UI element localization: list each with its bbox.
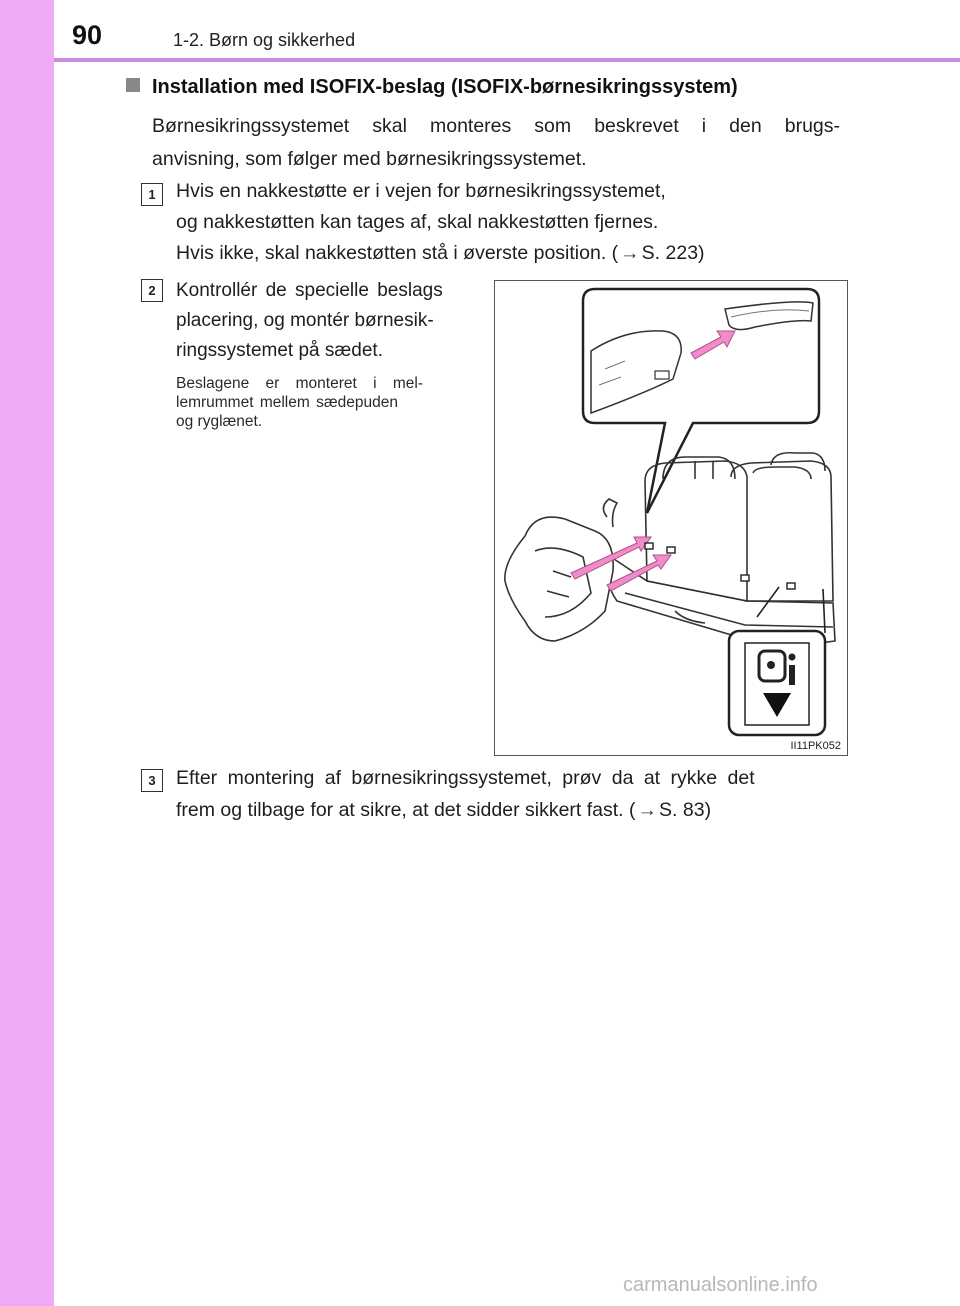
step-2-line: Kontrollér de specielle beslags: [176, 280, 443, 301]
intro-paragraph: [152, 110, 840, 176]
step-2-line: placering, og montér børnesik-: [176, 310, 434, 331]
header-rule: [54, 58, 960, 62]
chapter-side-band: [0, 0, 54, 1306]
intro-line: anvisning, som følger med børnesikringssystemet.: [152, 148, 587, 170]
step-number-3: 3: [141, 769, 163, 792]
step-1-text: [176, 176, 705, 269]
step-3-line: Efter montering af børnesikringssystemet, prøv da at rykke det: [176, 767, 755, 789]
step-2-line: ringssystemet på sædet.: [176, 340, 383, 361]
seat-illustration-svg: [495, 281, 847, 755]
note-line: Beslagene er monteret i mel-: [176, 375, 424, 392]
page-reference: S. 83): [659, 799, 712, 821]
step-number-2: 2: [141, 279, 163, 302]
step-1-line: [176, 238, 705, 269]
page-number: 90: [72, 20, 103, 50]
isofix-anchors: [645, 543, 795, 589]
section-title: 1-2. Børn og sikkerhed: [173, 30, 356, 50]
note-line: og ryglænet.: [176, 413, 263, 430]
step-1-line: Hvis en nakkestøtte er i vejen for børnesikringssystemet,: [176, 180, 666, 202]
square-bullet-icon: [126, 78, 140, 92]
step-1-line-text: Hvis ikke, skal nakkestøtten stå i øverste position. (: [176, 242, 619, 264]
child-seat: [505, 499, 617, 641]
step-number-1: 1: [141, 183, 163, 206]
step-2-text: [176, 276, 476, 366]
step-1-line: og nakkestøtten kan tages af, skal nakkestøtten fjernes.: [176, 211, 659, 233]
page-header: [0, 0, 960, 58]
arrow-right-icon: →: [637, 799, 658, 821]
arrow-right-icon: →: [620, 242, 640, 264]
isofix-illustration: [494, 280, 848, 756]
step-2-note: [176, 374, 476, 431]
note-line: lemrummet mellem sædepuden: [176, 394, 398, 411]
figure-code: II11PK052: [790, 740, 841, 752]
page-reference: S. 223): [641, 242, 705, 264]
heading-text: Installation med ISOFIX-beslag (ISOFIX-børnesikringssystem): [152, 76, 738, 98]
watermark: carmanualsonline.info: [623, 1274, 818, 1296]
step-3-line-text: frem og tilbage for at sikre, at det sidder sikkert fast. (: [176, 799, 636, 821]
section-heading: [126, 76, 738, 99]
step-3-text: [176, 762, 840, 826]
intro-line: Børnesikringssystemet skal monteres som beskrevet i den brugs-: [152, 115, 840, 137]
step-3-line: [176, 794, 840, 826]
header-tab: [0, 0, 54, 58]
